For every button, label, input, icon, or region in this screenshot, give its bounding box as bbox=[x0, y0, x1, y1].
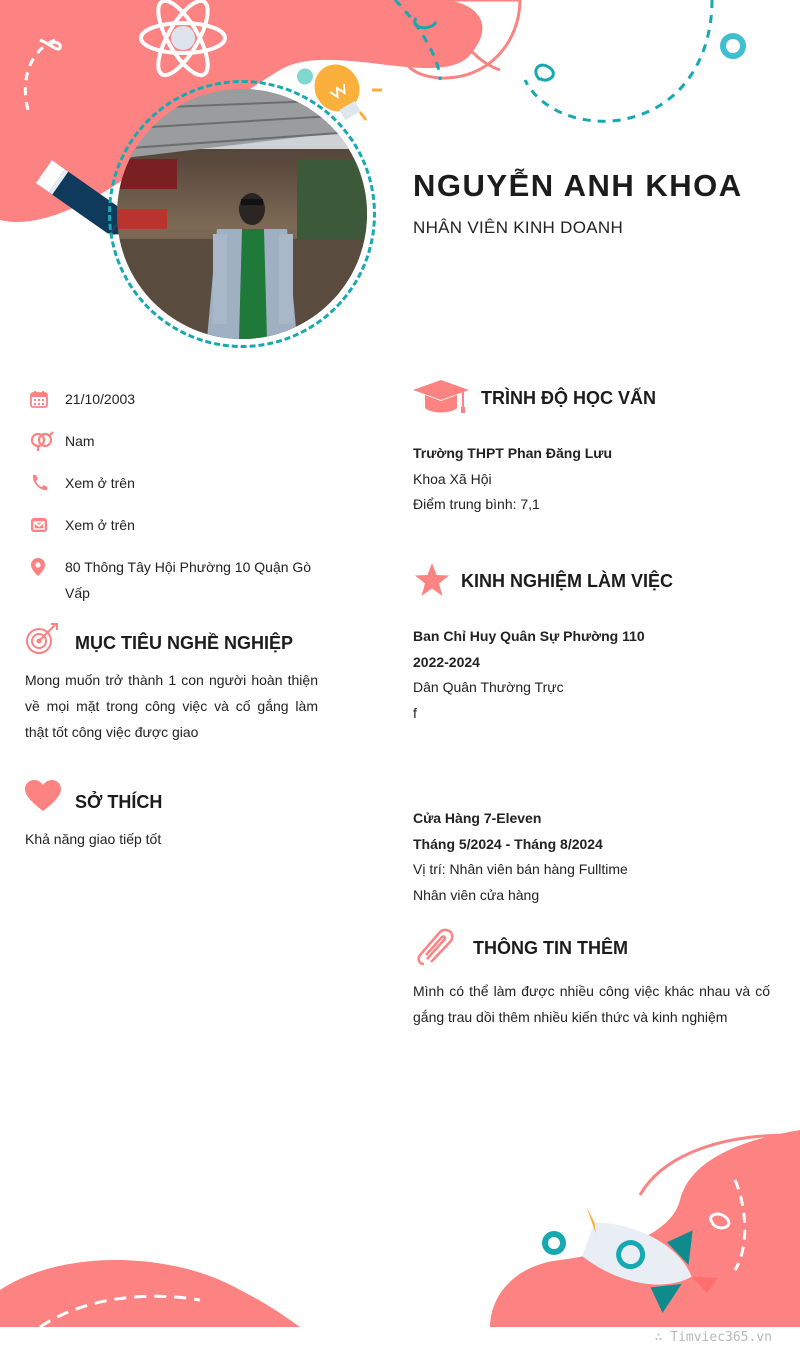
additional-text: Mình có thể làm được nhiều công việc khác nhau và cố gắng trau dồi thêm nhiều kiến thức và kinh nghiệm bbox=[413, 983, 770, 1025]
education-block bbox=[413, 441, 773, 518]
phone-icon bbox=[30, 470, 65, 496]
experience-role: Vị trí: Nhân viên bán hàng Fulltime bbox=[413, 861, 628, 877]
experience-company: Cửa Hàng 7-Eleven bbox=[413, 810, 542, 826]
hobbies-title: SỞ THÍCH bbox=[75, 792, 163, 812]
calendar-icon bbox=[30, 386, 65, 412]
contact-phone bbox=[30, 470, 330, 496]
objective-text: Mong muốn trở thành 1 con người hoàn thiện về mọi mặt trong công việc và cố gắng làm thật tốt công việc được giao bbox=[25, 672, 318, 740]
candidate-name: NGUYỄN ANH KHOA bbox=[413, 168, 743, 203]
watermark: ∴ Timviec365.vn bbox=[654, 1330, 772, 1345]
paperclip-icon bbox=[416, 928, 458, 968]
experience-company: Ban Chỉ Huy Quân Sự Phường 110 bbox=[413, 628, 645, 644]
objective-title: MỤC TIÊU NGHỀ NGHIỆP bbox=[75, 633, 294, 653]
target-icon bbox=[25, 622, 59, 656]
profile-photo bbox=[117, 89, 367, 339]
gender-value: Nam bbox=[65, 433, 95, 449]
experience-role: Dân Quân Thường Trực bbox=[413, 679, 564, 695]
experience-description: Nhân viên cửa hàng bbox=[413, 886, 540, 903]
education-major: Khoa Xã Hội bbox=[413, 470, 492, 487]
contact-email bbox=[30, 512, 330, 538]
heart-icon bbox=[25, 780, 61, 812]
contact-list bbox=[30, 386, 330, 622]
graduation-cap-icon bbox=[413, 380, 469, 416]
contact-gender bbox=[30, 428, 330, 454]
experience-item-1 bbox=[413, 624, 773, 726]
address-value: 80 Thông Tây Hội Phường 10 Quận Gò Vấp bbox=[65, 559, 312, 601]
additional-title: THÔNG TIN THÊM bbox=[473, 938, 628, 958]
profile-photo-frame bbox=[108, 80, 376, 348]
contact-birthday bbox=[30, 386, 330, 412]
candidate-position: NHÂN VIÊN KINH DOANH bbox=[413, 218, 624, 237]
experience-title: KINH NGHIỆM LÀM VIỆC bbox=[461, 571, 674, 591]
birthday-value: 21/10/2003 bbox=[65, 391, 136, 407]
star-icon bbox=[414, 563, 450, 597]
education-school: Trường THPT Phan Đăng Lưu bbox=[413, 445, 613, 461]
phone-value: Xem ở trên bbox=[65, 475, 135, 491]
experience-description: f bbox=[413, 704, 417, 721]
location-pin-icon bbox=[30, 554, 65, 580]
education-title: TRÌNH ĐỘ HỌC VẤN bbox=[481, 388, 656, 408]
gender-icon bbox=[30, 428, 65, 454]
email-value: Xem ở trên bbox=[65, 517, 135, 533]
experience-item-2 bbox=[413, 806, 773, 908]
experience-period: 2022-2024 bbox=[413, 653, 480, 670]
contact-address bbox=[30, 554, 330, 606]
email-icon bbox=[30, 512, 65, 538]
experience-period: Tháng 5/2024 - Tháng 8/2024 bbox=[413, 835, 603, 852]
hobbies-text: Khả năng giao tiếp tốt bbox=[25, 831, 162, 847]
education-gpa: Điểm trung bình: 7,1 bbox=[413, 496, 540, 512]
